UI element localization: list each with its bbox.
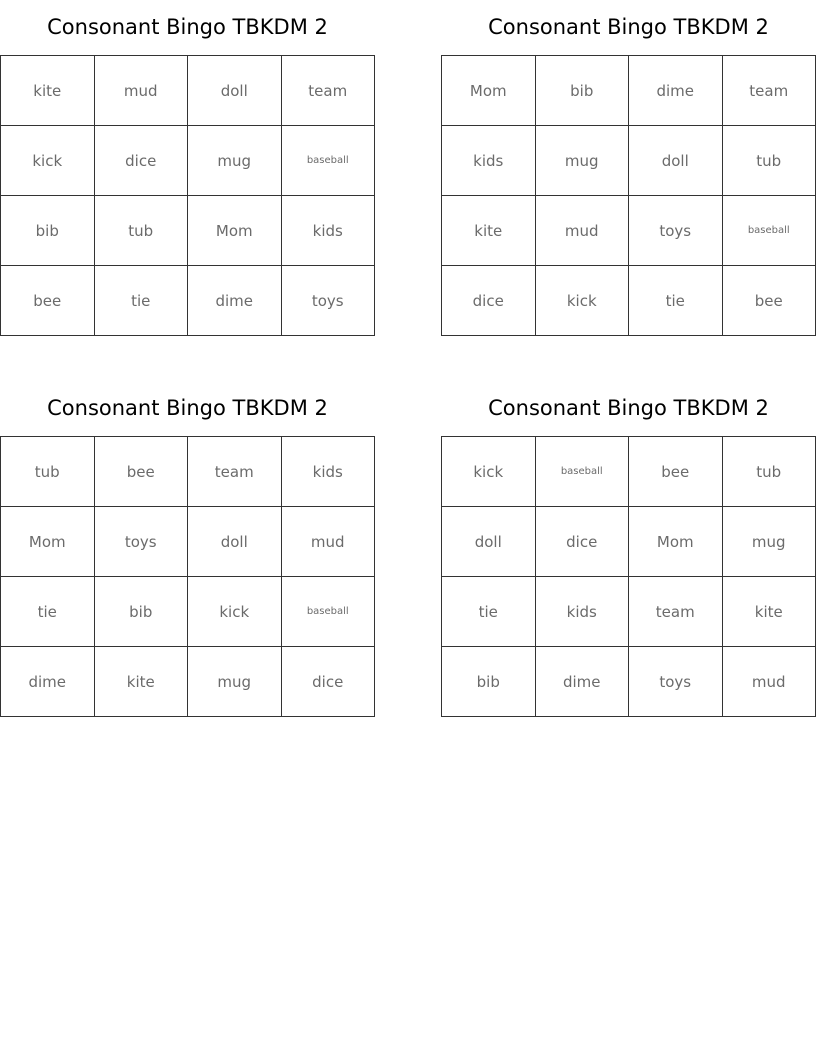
bingo-cell: mug bbox=[188, 647, 282, 717]
bingo-cell: mud bbox=[95, 56, 189, 126]
bingo-cell: kite bbox=[442, 196, 536, 266]
bingo-cell: kite bbox=[1, 56, 95, 126]
bingo-cell: tie bbox=[1, 577, 95, 647]
bingo-cell: dice bbox=[536, 507, 630, 577]
bingo-cell: toys bbox=[282, 266, 376, 336]
bingo-cell: kick bbox=[536, 266, 630, 336]
bingo-cell: dice bbox=[282, 647, 376, 717]
bingo-cell: tub bbox=[723, 437, 816, 507]
bingo-cell: mud bbox=[723, 647, 816, 717]
bingo-card-3 bbox=[0, 381, 375, 717]
bingo-cell: mug bbox=[723, 507, 816, 577]
bingo-cell: team bbox=[188, 437, 282, 507]
bingo-cell: bee bbox=[1, 266, 95, 336]
bingo-cell: dice bbox=[95, 126, 189, 196]
bingo-cell: Mom bbox=[442, 56, 536, 126]
bingo-cell: dime bbox=[188, 266, 282, 336]
bingo-cell: baseball bbox=[536, 437, 630, 507]
bingo-cell: baseball bbox=[282, 126, 376, 196]
bingo-grid bbox=[441, 55, 816, 336]
bingo-cell: kids bbox=[282, 437, 376, 507]
bingo-cell: mug bbox=[536, 126, 630, 196]
bingo-cell: mug bbox=[188, 126, 282, 196]
bingo-cell: baseball bbox=[723, 196, 816, 266]
bingo-cell: dime bbox=[629, 56, 723, 126]
bingo-cell: team bbox=[723, 56, 816, 126]
bingo-cell: tie bbox=[442, 577, 536, 647]
bingo-cell: kick bbox=[1, 126, 95, 196]
bingo-card-4 bbox=[441, 381, 816, 717]
bingo-cell: doll bbox=[188, 507, 282, 577]
card-title: Consonant Bingo TBKDM 2 bbox=[47, 15, 328, 39]
bingo-cell: doll bbox=[188, 56, 282, 126]
bingo-cell: bib bbox=[1, 196, 95, 266]
card-title: Consonant Bingo TBKDM 2 bbox=[47, 396, 328, 420]
bingo-cell: kids bbox=[536, 577, 630, 647]
bingo-cell: team bbox=[282, 56, 376, 126]
bingo-cell: kite bbox=[723, 577, 816, 647]
bingo-card-1 bbox=[0, 0, 375, 336]
bingo-cell: Mom bbox=[1, 507, 95, 577]
bingo-cell: doll bbox=[442, 507, 536, 577]
bingo-cell: tie bbox=[95, 266, 189, 336]
bingo-cell: kick bbox=[442, 437, 536, 507]
bingo-cell: kick bbox=[188, 577, 282, 647]
card-title: Consonant Bingo TBKDM 2 bbox=[488, 15, 769, 39]
bingo-cell: tie bbox=[629, 266, 723, 336]
bingo-cell: bib bbox=[95, 577, 189, 647]
bingo-grid bbox=[0, 436, 375, 717]
bingo-cell: tub bbox=[723, 126, 816, 196]
bingo-cell: bee bbox=[629, 437, 723, 507]
bingo-cell: Mom bbox=[629, 507, 723, 577]
bingo-cell: tub bbox=[95, 196, 189, 266]
bingo-cell: tub bbox=[1, 437, 95, 507]
bingo-grid bbox=[0, 55, 375, 336]
bingo-cell: dime bbox=[1, 647, 95, 717]
bingo-cell: dice bbox=[442, 266, 536, 336]
card-title: Consonant Bingo TBKDM 2 bbox=[488, 396, 769, 420]
bingo-cell: doll bbox=[629, 126, 723, 196]
bingo-cell: toys bbox=[95, 507, 189, 577]
bingo-cell: toys bbox=[629, 196, 723, 266]
bingo-cell: dime bbox=[536, 647, 630, 717]
bingo-cell: bib bbox=[536, 56, 630, 126]
bingo-cell: bee bbox=[95, 437, 189, 507]
bingo-cell: bee bbox=[723, 266, 816, 336]
bingo-cell: kids bbox=[442, 126, 536, 196]
bingo-cell: toys bbox=[629, 647, 723, 717]
bingo-cell: kite bbox=[95, 647, 189, 717]
bingo-cell: mud bbox=[282, 507, 376, 577]
bingo-cell: bib bbox=[442, 647, 536, 717]
bingo-cell: Mom bbox=[188, 196, 282, 266]
bingo-grid bbox=[441, 436, 816, 717]
bingo-cell: team bbox=[629, 577, 723, 647]
bingo-cell: baseball bbox=[282, 577, 376, 647]
bingo-cell: kids bbox=[282, 196, 376, 266]
bingo-cell: mud bbox=[536, 196, 630, 266]
bingo-card-2 bbox=[441, 0, 816, 336]
